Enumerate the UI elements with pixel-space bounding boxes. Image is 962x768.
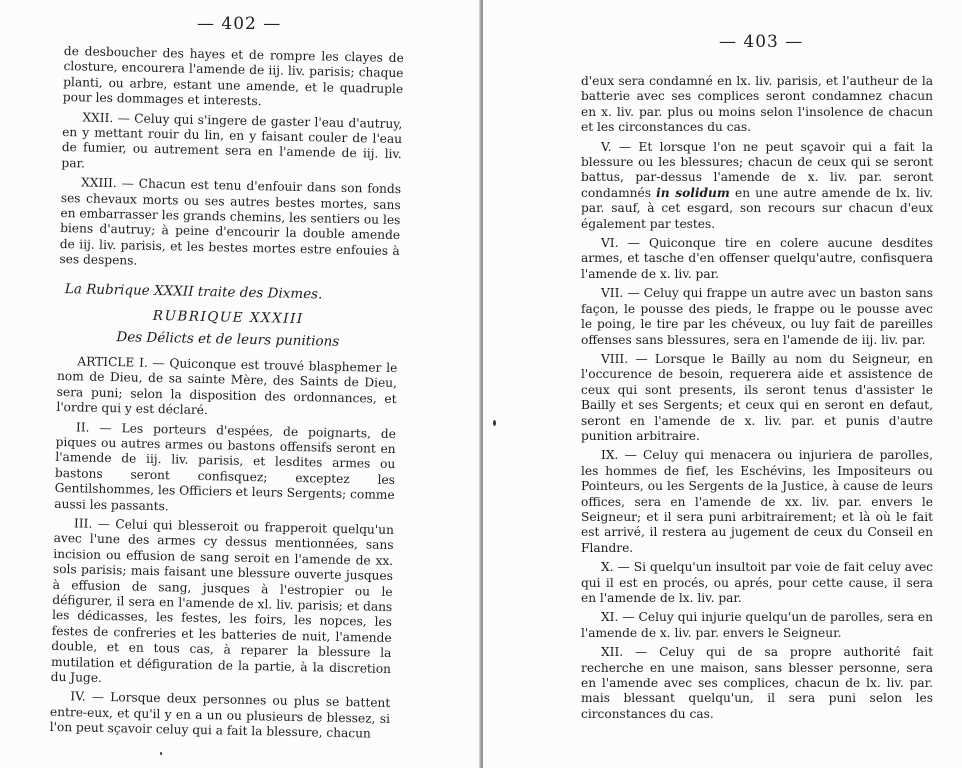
paragraph: d'eux sera condamné en lx. liv. parisis, et l'autheur de la batterie avec ses complices seront condamnez chacun en x. liv. par. plus ou moins selon l'insolence de chacun et les circonstances du cas. — [581, 74, 933, 135]
page-number-left: — 402 — — [197, 14, 282, 34]
rubric-title: RUBRIQUE XXXIII — [152, 308, 304, 328]
article-v-end: en une autre amende de lx. liv. par. sauf, à cet esgard, son recours sur chacun d'eux également par testes. — [581, 185, 933, 231]
article: X. — Si quelqu'un insultoit par voie de fait celuy avec qui il est en procés, ou aprés, pour cette cause, il sera en l'amende de lx. liv. par. — [581, 560, 933, 605]
ink-speck — [160, 752, 162, 755]
article: VIII. — Lorsque le Bailly au nom du Seigneur, en l'occurence de besoin, requerera aide et assistence de ceux qui sont presents, ils seront tenus d'assister le Bailly et ses Sergents; et ceux qui en seront en defaut, seront en l'amende de x. liv. par. et punis d'autre punition arbitraire. — [581, 351, 933, 443]
article: XI. — Celuy qui injurie quelqu'un de parolles, sera en l'amende de x. liv. par. envers le Seigneur. — [581, 610, 933, 640]
right-page-text — [581, 74, 933, 726]
page-number-right: — 403 — — [719, 32, 804, 52]
article-v — [581, 140, 933, 232]
ink-speck — [493, 420, 496, 426]
article: III. — Celui qui blesseroit ou frapperoit quelqu'un avec l'une des armes cy dessus mentionnées, sans incision ou effusion de sang seroit en l'amende de xx. sols parisis; mais faisant une blessure ouverte jusques à effusion de sang, jusques à l'estropier ou le défigurer, il sera en l'amende de xl. liv. parisis; et dans les dédicasses, les festes, les foirs, les nopces, les festes de confreries et les batteries de nuit, l'amende double, et en tous cas, à reparer la blessure la mutilation et défiguration de la partie, à la discretion du Juge. — [50, 516, 395, 685]
latin-phrase: in solidum — [656, 185, 730, 200]
paragraph: de desboucher des hayes et de rompre les clayes de closture, encourera l'amende de iij. liv. parisis; chaque planti, ou arbre, estant une amende, et le quadruple pour les dommages et interests. — [62, 44, 404, 109]
article: VI. — Quiconque tire en colere aucune desdites armes, et tasche d'en offenser quelqu'autre, confisquera l'amende de x. liv. par. — [581, 236, 933, 281]
paragraph: XXIII. — Chacun est tenu d'enfouir dans son fonds ses chevaux morts ou ses autres bestes mortes, sans en embarrasser les grands chemins, les sentiers ou les biens d'autruy; à peine d'encourir la double amende de iij. liv. parisis, et les bestes mortes estre enfouies à ses despens. — [59, 175, 402, 268]
article: IX. — Celuy qui menacera ou injuriera de parolles, les hommes de fief, les Eschévins, les Impositeurs ou Pointeurs, ou les Sergents de la Justice, à cause de leurs offices, sera en l'amende de xx. liv. par. envers le Seigneur; et il sera puni arbitrairement; et là où le fait est arrivé, il restera au jugement de ceux du Conseil en Flandre. — [581, 448, 933, 555]
article: IV. — Lorsque deux personnes ou plus se battent entre-eux, et qu'il y en a un ou plusieurs de blessez, si l'on peut sçavoir celuy qui a fait la blessure, chacun — [49, 689, 391, 741]
rubric-subtitle: Des Délicts et de leurs punitions — [116, 328, 340, 350]
article: ARTICLE I. — Quiconque est trouvé blasphemer le nom de Dieu, de sa sainte Mère, des Saints de Dieu, sera puni; selon la disposition des ordonnances, et l'ordre qui y est déclaré. — [56, 354, 398, 418]
right-page — [483, 0, 962, 768]
article: VII. — Celuy qui frappe un autre avec un baston sans façon, le pousse des pieds, le frappe ou le pousse avec le poing, le tire par les chéveux, ou luy fait de pareilles offenses sans blessures, sera en l'amende de iij. liv. par. — [581, 286, 933, 347]
left-page — [0, 0, 480, 768]
rubric-note: La Rubrique XXXII traite des Dixmes. — [64, 280, 323, 303]
article: II. — Les porteurs d'espées, de poignarts, de piques ou autres armes ou bastons offensifs seront en l'amende de iij. liv. parisis, et lesdites armes ou bastons seront confisquez; exceptez les Gentilshommes, les Officiers et leurs Sergents; comme aussi les passants. — [54, 419, 397, 513]
paragraph: XXII. — Celuy qui s'ingere de gaster l'eau d'autruy, en y mettant rouir du lin, en y faisant couler de l'eau de fumier, ou autrement sera en l'amende de iij. liv. par. — [61, 110, 403, 171]
article-v-start: V. — Et lorsque l'on ne peut sçavoir qui a fait la blessure ou les blessures; chacun de ceux qui se seront battus, par-dessus l'amende de x. liv. par. seront condamnés — [581, 139, 933, 200]
article: XII. — Celuy qui de sa propre authorité fait recherche en une maison, sans blesser personne, sera en l'amende avec ses complices, chacun de lx. liv. par. mais blessant quelqu'un, il sera puni selon les circonstances du cas. — [581, 645, 933, 721]
left-page-text — [49, 44, 403, 747]
